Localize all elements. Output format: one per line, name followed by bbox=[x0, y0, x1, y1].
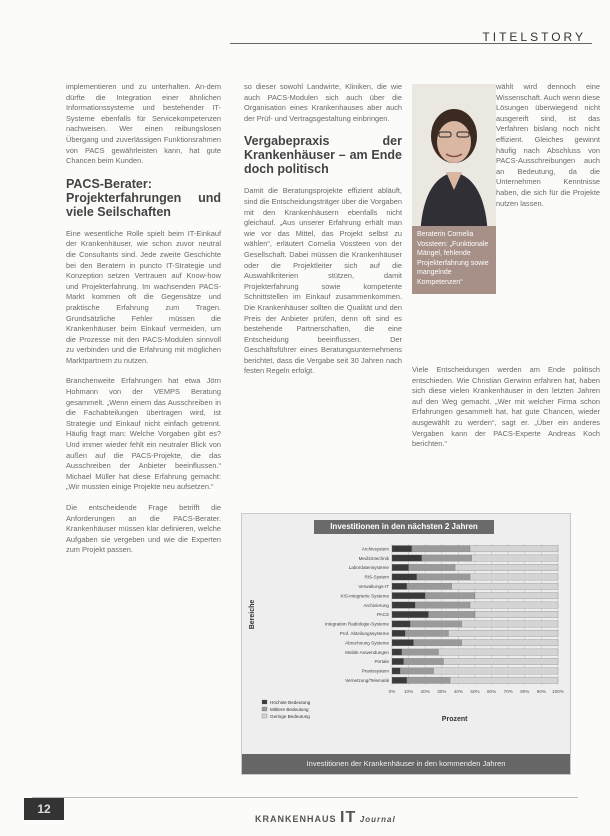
chart-category-label: Mobile Anwendungen bbox=[345, 649, 389, 655]
column-1 bbox=[66, 82, 221, 566]
chart-bar-2 bbox=[412, 546, 470, 552]
chart-title: Investitionen in den nächsten 2 Jahren bbox=[314, 520, 494, 534]
chart-bar-1 bbox=[392, 677, 407, 683]
chart-category-label: RIS-System bbox=[364, 574, 389, 580]
column-1-heading: PACS-Berater: Projekterfahrungen und viele Seilschaften bbox=[66, 176, 221, 219]
chart-bar-3 bbox=[470, 574, 558, 580]
chart-bar-2 bbox=[407, 583, 452, 589]
chart-bar-2 bbox=[407, 677, 450, 683]
chart-x-tick-label: 20% bbox=[420, 689, 430, 694]
chart-bar-2 bbox=[409, 564, 455, 570]
chart-bar-3 bbox=[438, 649, 558, 655]
chart-bar-3 bbox=[452, 583, 558, 589]
chart-bar-2 bbox=[415, 602, 470, 608]
chart-category-label: KIS-integrierte Systeme bbox=[340, 593, 389, 599]
column-2-para-2: Damit die Beratungsprojekte effizient abläuft, sind die Entscheidungsträger über die Vorgaben mit den Krankenhäusern ebenfalls nicht gleichauf. „Aus unserer Erfahrung erhält man wie vor das Mittel, das Projekt selbst zu wählen“, erläutert Cornelia Vossteen von der Gesellschaft. Dabei müssen die Krankenhäuser oder die Projektleiter sich auf die Auswahlkriterien stützen, damit Projekterfahrung sowie kompetente Schnittstellen im Einkauf zusammenkommen. Die Krankenhäuser sollten die Qualität und den Preis der Anbieter prüfen, denn oft sind es bestehende Partnerschaften, die eine Entscheidung beeinflussen. Der Geschäftsführer eines Beratungsunternehmens berichtet, dass die Vergabe seit 30 Jahren nach festen Regeln erfolgt. bbox=[244, 186, 402, 376]
chart-category-label: Archivierung bbox=[363, 602, 389, 608]
page-number: 12 bbox=[24, 798, 64, 820]
column-1-para-3: Branchenweite Erfahrungen hat etwa Jörn Hohmann von der VEMPS Beratung gesammelt. „Wenn einem das Ausschreiben in die Fachabteilungen übertragen wird, ist Strategie und Einkauf nicht einfach getrennt. Häufig fragt man: Welche Vorgaben gibt es? Und immer wieder fehlt ein neutraler Blick von außen auf die PACS-Projekte, die das Ausschreiben der Anbieter beeinflussen.“ Michael Müller hat diese Erfahrung gemacht: „Wir mussten einige Projekte neu aufsetzen.“ bbox=[66, 376, 221, 492]
column-1-para-1: implementieren und zu unterhalten. An-dem dürfte die Integration einer ähnlichen Informationssysteme und bestehender IT-Systeme ebenfalls für Servicekompetenzen nachweisen. Wer einen reibungslosen Übergang und zuverlässigen Funktionsrahmen von PACS gewährleisten kann, hat gute Chancen beim Kunden. bbox=[66, 82, 221, 166]
chart-category-label: Praxissystem bbox=[361, 668, 389, 674]
chart-bar-3 bbox=[475, 611, 558, 617]
chart-category-label: Abrechnung Systeme bbox=[345, 640, 389, 646]
chart-bar-2 bbox=[402, 649, 439, 655]
chart-bar-3 bbox=[475, 593, 558, 599]
column-2 bbox=[244, 82, 402, 387]
chart-legend-swatch bbox=[262, 714, 267, 718]
magazine-logo bbox=[255, 809, 396, 827]
chart-bar-2 bbox=[429, 611, 475, 617]
chart-x-tick-label: 70% bbox=[503, 689, 513, 694]
chart-x-tick-label: 100% bbox=[552, 689, 564, 694]
chart-bar-3 bbox=[472, 555, 558, 561]
column-1-para-2: Eine wesentliche Rolle spielt beim IT-Einkauf der Krankenhäuser, wie schon zuvor neutral die Consultants sind. Jede zweite Geschichte bei den Beratern in puncto IT-Strategie und Konzeption setzen Vertrauen auf Know-how und Projekterfahrung. Im wachsenden PACS-Markt kommen oft die Gegensätze und praktische Erfahrung zum Tragen. Grundsätzliche Fehler müssen die Krankenhäuser beim Einkauf vermeiden, um die Prozesse mit den PACS-Modulen sinnvoll zu verbinden und die Erfahrung mit möglichen Marktpartnern zu nutzen. bbox=[66, 228, 221, 365]
chart-bar-3 bbox=[470, 602, 558, 608]
chart-bar-2 bbox=[422, 555, 472, 561]
chart-bar-3 bbox=[462, 621, 558, 627]
chart-bar-2 bbox=[410, 621, 461, 627]
chart-category-label: Archivsystem bbox=[361, 546, 389, 552]
chart-category-label: Integration Radiologie-Systeme bbox=[324, 621, 389, 627]
chart-bar-1 bbox=[392, 658, 404, 664]
chart-bar-2 bbox=[405, 630, 448, 636]
chart-bar-1 bbox=[392, 583, 407, 589]
chart-category-label: Prof. Abteilungssysteme bbox=[339, 630, 389, 636]
chart-bar-1 bbox=[392, 546, 412, 552]
chart-legend-swatch bbox=[262, 700, 267, 704]
chart-legend-label: Geringe Bedeutung bbox=[270, 713, 310, 719]
chart-bar-2 bbox=[417, 574, 470, 580]
footer-rule bbox=[32, 797, 578, 798]
chart-bar-1 bbox=[392, 630, 405, 636]
chart-legend-label: Höchste Bedeutung bbox=[270, 699, 311, 705]
chart-bar-1 bbox=[392, 668, 400, 674]
chart-category-label: Medizintechnik bbox=[358, 555, 389, 561]
chart-bar-3 bbox=[470, 546, 558, 552]
chart-bar-1 bbox=[392, 574, 417, 580]
column-1-para-4: Die entscheidende Frage betrifft die Anforderungen an die PACS-Berater. Krankenhäuser müssen klar definieren, welche Aufgaben sie vergeben und wie die Experten zum Projekt passen. bbox=[66, 503, 221, 555]
chart-bar-3 bbox=[443, 658, 558, 664]
chart-x-tick-label: 90% bbox=[536, 689, 547, 694]
chart-y-axis-label: Bereiche bbox=[249, 599, 256, 630]
chart-category-label: Labordatensysteme bbox=[348, 565, 389, 571]
chart-bar-1 bbox=[392, 611, 429, 617]
chart-legend-label: Mittlere Bedeutung bbox=[270, 706, 309, 712]
chart-x-tick-label: 10% bbox=[403, 689, 414, 694]
investment-chart bbox=[241, 513, 571, 775]
chart-category-label: PACS bbox=[376, 612, 389, 618]
chart-legend-swatch bbox=[262, 707, 267, 711]
chart-x-tick-label: 30% bbox=[437, 689, 447, 694]
chart-bar-2 bbox=[414, 640, 462, 646]
chart-bar-3 bbox=[450, 677, 558, 683]
section-title: TITELSTORY bbox=[482, 30, 586, 44]
chart-category-label: Verwaltungs-IT bbox=[358, 583, 389, 589]
chart-bar-3 bbox=[462, 640, 558, 646]
chart-plot bbox=[242, 538, 570, 752]
chart-bar-1 bbox=[392, 564, 409, 570]
chart-bar-1 bbox=[392, 602, 415, 608]
chart-category-label: Portale bbox=[374, 659, 389, 665]
column-3 bbox=[496, 82, 600, 219]
column-3-para-1: wählt wird dennoch eine Wissenschaft. Auch wenn diese Lösungen überwiegend nicht ausgereift sind, ist das Verfahren bislang noch nicht effizient. Gleiches gewinnt häufig nach Abschluss von PACS-Ausschreibungen auch an Bedeutung, da die Unternehmen Kenntnisse haben, die sich für die Projekte nutzen lassen. bbox=[496, 82, 600, 208]
column-2-para-1: so dieser sowohl Landwirte, Kliniken, die wie auch PACS-Modulen sich auch über die Organisation eines Krankenhauses aber auch der Prüf- und Vertragsgestaltung einbringen. bbox=[244, 82, 402, 123]
chart-bar-1 bbox=[392, 649, 402, 655]
chart-bar-3 bbox=[434, 668, 559, 674]
chart-category-label: Vernetzung/Telematik bbox=[345, 677, 389, 683]
chart-x-tick-label: 80% bbox=[520, 689, 530, 694]
logo-tail: Journal bbox=[359, 815, 396, 824]
chart-bar-2 bbox=[400, 668, 433, 674]
chart-bar-2 bbox=[404, 658, 444, 664]
column-3-lower bbox=[412, 365, 600, 460]
column-2-heading: Vergabepraxis der Krankenhäuser – am Ende doch politisch bbox=[244, 134, 402, 177]
portrait-photo bbox=[412, 84, 496, 238]
chart-x-tick-label: 60% bbox=[486, 689, 497, 694]
portrait-illustration bbox=[412, 84, 496, 238]
chart-caption: Investitionen der Krankenhäuser in den kommenden Jahren bbox=[242, 754, 570, 774]
chart-bar-1 bbox=[392, 640, 414, 646]
chart-bar-1 bbox=[392, 555, 422, 561]
chart-x-tick-label: 0% bbox=[388, 689, 396, 694]
chart-bar-3 bbox=[448, 630, 558, 636]
chart-x-tick-label: 50% bbox=[470, 689, 480, 694]
photo-caption: Beraterin Cornelia Vossteen: „Funktionale Mängel, fehlende Projekterfahrung sowie mangelnde Kompetenzen“ bbox=[412, 226, 496, 294]
chart-bar-2 bbox=[425, 593, 475, 599]
column-3-lower-para-1: Viele Entscheidungen werden am Ende politisch entschieden. Wie Christian Gerwinn erfahren hat, haben sich diese vielen Krankenhäuser in den letzten Jahren auf den Weg gemacht. „Wer mit welcher Firma schon Erfahrungen gesammelt hat, hat gute Chancen, wieder ausgewählt zu werden“, sagt er. „Über ein anderes Vergaben kann der PACS-Experte Andreas Koch berichten.“ bbox=[412, 365, 600, 449]
logo-text: KRANKENHAUS bbox=[255, 814, 337, 824]
chart-bar-3 bbox=[455, 564, 558, 570]
chart-bar-1 bbox=[392, 593, 425, 599]
chart-x-tick-label: 40% bbox=[453, 689, 464, 694]
chart-x-axis-label: Prozent bbox=[441, 716, 468, 723]
logo-mark: IT bbox=[340, 809, 357, 826]
chart-bar-1 bbox=[392, 621, 410, 627]
